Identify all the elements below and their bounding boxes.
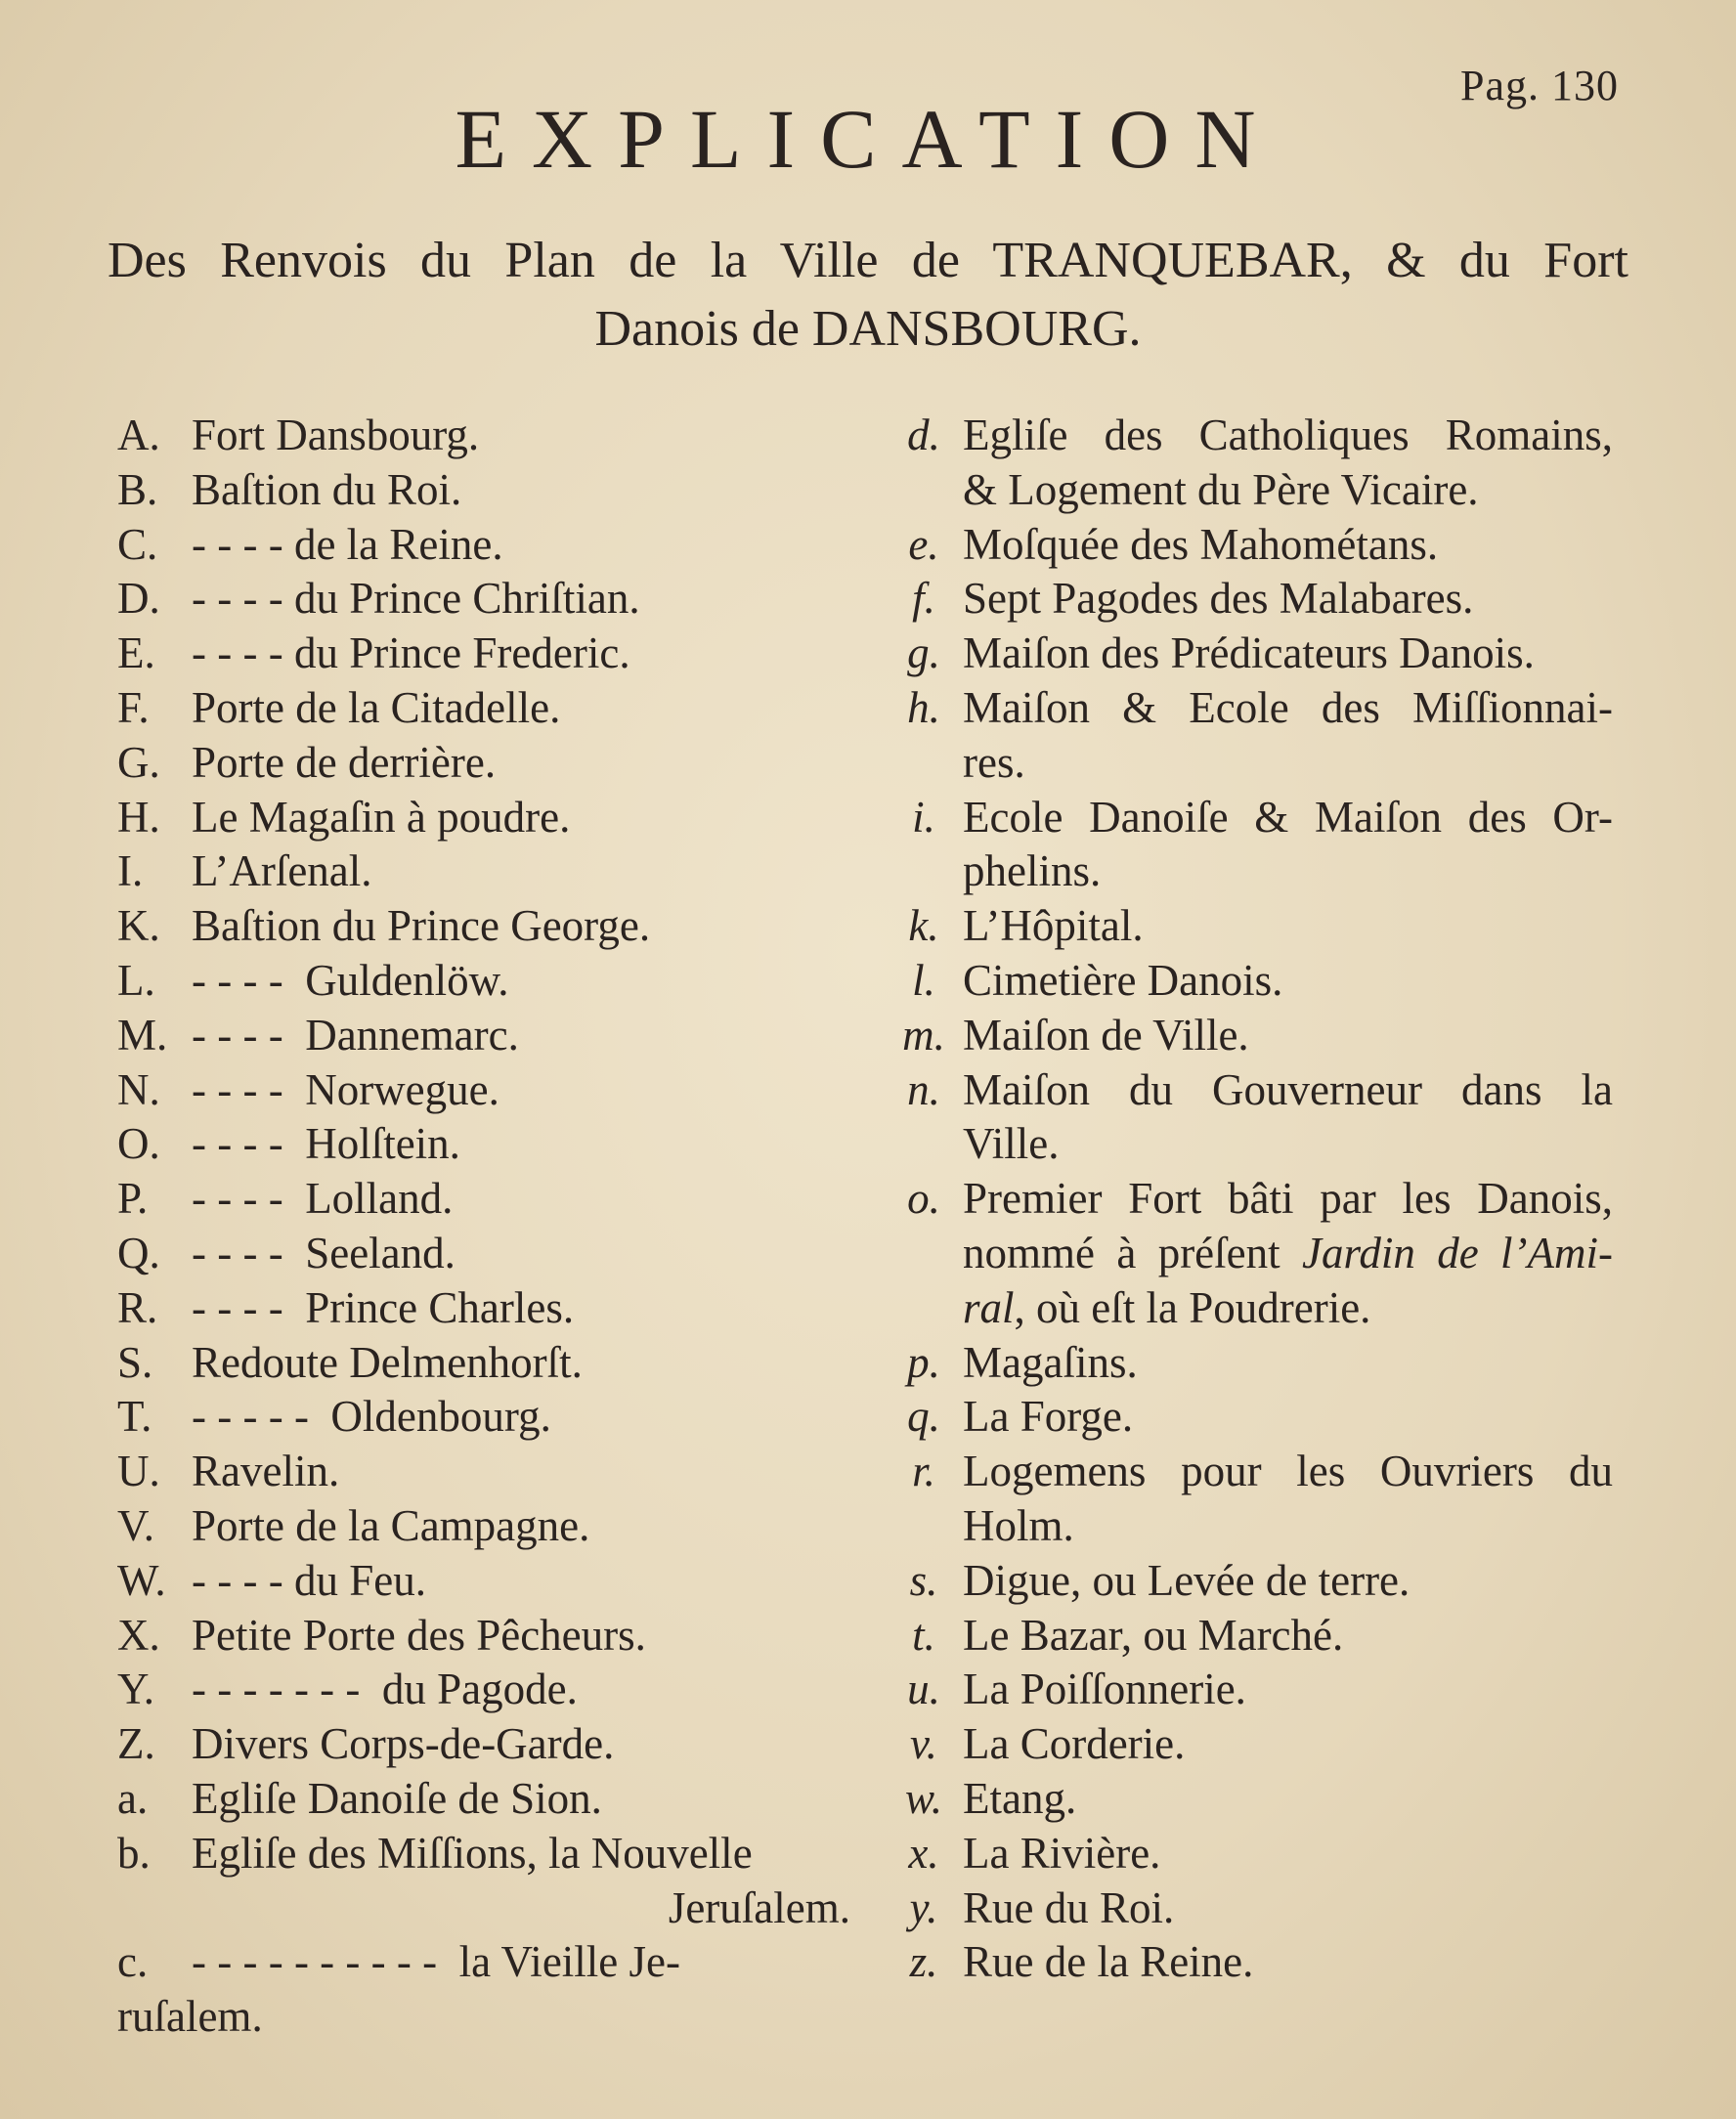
legend-text: [963, 681, 1613, 791]
legend-text-line: Rue de la Reine.: [963, 1937, 1254, 1987]
legend-text: [192, 1554, 850, 1609]
legend-text-line: Maiſon du Gouverneur dans la: [963, 1064, 1613, 1114]
legend-entry: [117, 1063, 850, 1118]
legend-text: [963, 1772, 1613, 1827]
legend-text: [192, 409, 850, 463]
legend-key: v.: [910, 1719, 937, 1769]
legend-entry: [885, 572, 1613, 627]
legend-key: k.: [908, 901, 939, 951]
legend-key: P.: [117, 1174, 149, 1224]
legend-text: [192, 518, 850, 573]
legend-entry: [117, 627, 850, 681]
legend-text-line: phelins.: [963, 846, 1102, 896]
legend-text: [963, 954, 1613, 1009]
legend-text-line: L’Hôpital.: [963, 901, 1144, 951]
legend-text: [192, 1227, 850, 1281]
legend-entry: [117, 1172, 850, 1227]
legend-entry: [117, 518, 850, 573]
legend-text-line: [963, 1227, 1613, 1281]
legend-text: [192, 681, 850, 736]
legend-entry: [885, 1063, 1613, 1173]
subtitle: [108, 227, 1628, 364]
legend-left-column: [117, 409, 850, 2045]
legend-entry: [117, 1390, 850, 1445]
legend-entry: [117, 844, 850, 899]
legend-text-line: Divers Corps-de-Garde.: [192, 1719, 615, 1769]
legend-text: [192, 1281, 850, 1336]
legend-key: l.: [912, 955, 935, 1005]
legend-text-italic: ral: [963, 1282, 1015, 1332]
legend-entry: [117, 572, 850, 627]
legend-text-line: - - - - - Oldenbourg.: [192, 1392, 551, 1442]
legend-entry: [117, 1009, 850, 1063]
legend-key: R.: [117, 1282, 158, 1332]
legend-text-line: Rue du Roi.: [963, 1882, 1175, 1932]
legend-text: [192, 1117, 850, 1172]
legend-text-continuation: ruſalem.: [117, 1992, 263, 2042]
legend-text-line: Egliſe Danoiſe de Sion.: [192, 1773, 602, 1823]
legend-text: [963, 1445, 1613, 1554]
legend-text-line: Redoute Delmenhorſt.: [192, 1337, 583, 1387]
legend-text-line: Maiſon des Prédicateurs Danois.: [963, 628, 1535, 678]
legend-entry: [885, 1717, 1613, 1772]
legend-key: D.: [117, 574, 160, 624]
legend-text-line: La Forge.: [963, 1392, 1134, 1442]
legend-key: A.: [117, 411, 160, 459]
legend-text: [963, 1063, 1613, 1173]
legend-key: c.: [117, 1937, 149, 1987]
legend-text: [963, 1336, 1613, 1391]
legend-text-line: - - - - - - - du Pagode.: [192, 1665, 578, 1714]
legend-key: X.: [117, 1610, 160, 1660]
legend-key: T.: [117, 1392, 152, 1442]
legend-text: [192, 1772, 850, 1827]
legend-text-line: - - - - Norwegue.: [192, 1064, 499, 1114]
legend-text: [192, 954, 850, 1009]
legend-entry: [885, 1445, 1613, 1554]
legend-text-line: Digue, ou Levée de terre.: [963, 1555, 1410, 1605]
legend-key: Y.: [117, 1665, 154, 1714]
legend-text-line: Baſtion du Roi.: [192, 464, 462, 514]
legend-entry: [117, 954, 850, 1009]
legend-entry: [117, 1227, 850, 1281]
legend-key: b.: [117, 1828, 151, 1878]
legend-text: [192, 791, 850, 845]
legend-entry: [885, 1336, 1613, 1391]
legend-text: [192, 627, 850, 681]
legend-text-line: Petite Porte des Pêcheurs.: [192, 1610, 646, 1660]
legend-entry: [117, 736, 850, 791]
legend-key: z.: [909, 1937, 938, 1987]
legend-entry: [885, 1772, 1613, 1827]
legend-key: y.: [909, 1882, 938, 1932]
legend-text: [963, 572, 1613, 627]
legend-entry: [117, 1609, 850, 1664]
legend-key: p.: [907, 1337, 940, 1387]
legend-entry: [117, 409, 850, 463]
legend-text-line: - - - - Seeland.: [192, 1228, 456, 1277]
legend-key: i.: [912, 792, 935, 842]
legend-entry: [885, 791, 1613, 900]
legend-text: [192, 844, 850, 899]
legend-text-line: & Logement du Père Vicaire.: [963, 464, 1479, 514]
legend-text: [192, 572, 850, 627]
legend-text-line: L’Arſenal.: [192, 846, 372, 896]
legend-text-line: [963, 1281, 1613, 1336]
legend-text: [192, 1336, 850, 1391]
legend-entry: [885, 681, 1613, 791]
legend-key: e.: [908, 519, 939, 569]
legend-key: S.: [117, 1337, 153, 1387]
legend-text-line: - - - - Dannemarc.: [192, 1010, 519, 1060]
legend-text: [963, 1663, 1613, 1717]
legend-text-line: - - - - Lolland.: [192, 1174, 454, 1224]
legend-text-line: - - - - du Prince Frederic.: [192, 628, 630, 678]
legend-text-line: Sept Pagodes des Malabares.: [963, 574, 1474, 624]
legend-text-line: Le Magaſin à poudre.: [192, 792, 571, 842]
legend-key: a.: [117, 1773, 149, 1823]
legend-text-line: La Corderie.: [963, 1719, 1186, 1769]
legend-text-line: - - - - - - - - - - la Vieille Je-: [192, 1937, 680, 1987]
legend-entry: [117, 899, 850, 954]
legend-text: [963, 409, 1613, 518]
legend-text-part: nommé à préſent: [963, 1228, 1280, 1277]
legend-text: [963, 1172, 1613, 1335]
legend-key: K.: [117, 901, 160, 951]
subtitle-line-1: Des Renvois du Plan de la Ville de TRANQUEBAR, & du Fort: [108, 233, 1628, 288]
legend-entry: [117, 681, 850, 736]
legend-text: [117, 1935, 850, 2045]
legend-text-part: , où eſt la Poudrerie.: [1014, 1282, 1371, 1332]
legend-key: q.: [907, 1392, 940, 1442]
legend-text-italic: Jardin de l’Ami-: [1302, 1228, 1614, 1277]
legend-text-line: Baſtion du Prince George.: [192, 901, 651, 951]
legend-text: [192, 1390, 850, 1445]
legend-key: G.: [117, 737, 160, 787]
legend-text-line: Logemens pour les Ouvriers du: [963, 1447, 1613, 1496]
legend-text: [963, 1390, 1613, 1445]
legend-entry: [117, 1827, 850, 1936]
legend-text-line: Cimetière Danois.: [963, 955, 1283, 1005]
legend-text-line: - - - - du Feu.: [192, 1555, 426, 1605]
legend-entry: [117, 1935, 850, 2045]
legend-text-line: Maiſon de Ville.: [963, 1010, 1249, 1060]
legend-text: [192, 1499, 850, 1554]
legend-key: C.: [117, 519, 158, 569]
legend-text-line: Egliſe des Catholiques Romains,: [963, 411, 1613, 459]
legend-entry: [885, 409, 1613, 518]
legend-entry: [117, 1117, 850, 1172]
legend-key: O.: [117, 1119, 160, 1169]
legend-entry: [117, 1499, 850, 1554]
legend-text-line: - - - - Guldenlöw.: [192, 955, 509, 1005]
legend-text: [192, 463, 850, 518]
legend-entry: [885, 1554, 1613, 1609]
legend-text-line: Etang.: [963, 1773, 1077, 1823]
legend-entry: [885, 899, 1613, 954]
legend-text: [963, 1554, 1613, 1609]
legend-text-line: res.: [963, 737, 1025, 787]
subtitle-line-2: Danois de DANSBOURG.: [594, 301, 1142, 357]
legend-text-line: Fort Dansbourg.: [192, 411, 480, 459]
legend-key: n.: [907, 1064, 940, 1114]
legend-text: [192, 1172, 850, 1227]
legend-key: f.: [912, 574, 935, 624]
legend-entry: [885, 1172, 1613, 1335]
legend-key: V.: [117, 1500, 154, 1550]
legend-entry: [885, 1390, 1613, 1445]
legend-key: o.: [907, 1174, 940, 1224]
legend-entry: [885, 1935, 1613, 1990]
legend-entry: [885, 1009, 1613, 1063]
legend-text: [192, 736, 850, 791]
legend-entry: [885, 518, 1613, 573]
legend-text-line: - - - - Prince Charles.: [192, 1282, 575, 1332]
legend-text: [963, 1935, 1613, 1990]
legend-key: h.: [907, 682, 940, 732]
legend-text: [192, 1717, 850, 1772]
legend-text: [192, 899, 850, 954]
legend-entry: [885, 1881, 1613, 1936]
legend-entry: [117, 1445, 850, 1499]
legend-text-line: Moſquée des Mahométans.: [963, 519, 1439, 569]
legend-key: t.: [912, 1610, 935, 1660]
legend-key: Q.: [117, 1228, 160, 1277]
legend-text-line: La Rivière.: [963, 1828, 1161, 1878]
legend-text: [192, 1445, 850, 1499]
legend-key: w.: [905, 1773, 942, 1823]
legend-key: I.: [117, 846, 144, 896]
legend-key: H.: [117, 792, 160, 842]
legend-text: [963, 627, 1613, 681]
legend-text: [192, 1827, 850, 1936]
legend-entry: [117, 1336, 850, 1391]
legend-text: [963, 1609, 1613, 1664]
legend-key: Z.: [117, 1719, 155, 1769]
legend-text: [963, 518, 1613, 573]
legend-entry: [885, 1663, 1613, 1717]
legend-text: [192, 1663, 850, 1717]
legend-text-line: Porte de derrière.: [192, 737, 497, 787]
legend-text: [192, 1009, 850, 1063]
legend-key: W.: [117, 1555, 166, 1605]
legend-text-line: - - - - de la Reine.: [192, 519, 503, 569]
legend-entry: [885, 1609, 1613, 1664]
legend-text-line: Porte de la Citadelle.: [192, 682, 561, 732]
legend-entry: [885, 1827, 1613, 1881]
legend-text: [963, 899, 1613, 954]
legend-text-line: - - - - du Prince Chriſtian.: [192, 574, 640, 624]
legend-entry: [885, 627, 1613, 681]
legend-key: u.: [907, 1665, 940, 1714]
legend-entry: [117, 1281, 850, 1336]
legend-entry: [117, 1772, 850, 1827]
legend-entry: [117, 1663, 850, 1717]
legend-text-line: Ecole Danoiſe & Maiſon des Or-: [963, 792, 1613, 842]
legend-text-line: Egliſe des Miſſions, la Nouvelle: [192, 1828, 753, 1878]
legend-text-line: - - - - Holſtein.: [192, 1119, 460, 1169]
legend-text-line: La Poiſſonnerie.: [963, 1665, 1246, 1714]
legend-text-continuation: Jeruſalem.: [668, 1882, 850, 1932]
legend-text: [192, 1063, 850, 1118]
legend-text-line: Magaſins.: [963, 1337, 1138, 1387]
legend-key: m.: [902, 1010, 945, 1060]
legend-key: g.: [907, 628, 940, 678]
legend-key: E.: [117, 628, 155, 678]
legend-text: [963, 1827, 1613, 1881]
legend-entry: [885, 954, 1613, 1009]
legend-right-column: [885, 409, 1613, 1990]
legend-text-line: Ravelin.: [192, 1447, 340, 1496]
legend-text: [192, 1609, 850, 1664]
legend-text-line: Le Bazar, ou Marché.: [963, 1610, 1344, 1660]
legend-key: N.: [117, 1064, 160, 1114]
legend-text-line: Holm.: [963, 1500, 1074, 1550]
legend-key: s.: [909, 1555, 938, 1605]
page-number: Pag. 130: [1460, 62, 1619, 109]
legend-text-line: Porte de la Campagne.: [192, 1500, 590, 1550]
legend-key: F.: [117, 682, 150, 732]
legend-key: d.: [907, 411, 940, 459]
legend-entry: [117, 1717, 850, 1772]
legend-text: [963, 1009, 1613, 1063]
legend-text: [963, 1881, 1613, 1936]
legend-entry: [117, 463, 850, 518]
page-title: EXPLICATION: [455, 92, 1281, 186]
legend-entry: [117, 791, 850, 845]
legend-entry: [117, 1554, 850, 1609]
legend-key: x.: [908, 1828, 939, 1878]
legend-key: U.: [117, 1447, 160, 1496]
legend-text: [963, 791, 1613, 900]
legend-text: [963, 1717, 1613, 1772]
legend-key: M.: [117, 1010, 168, 1060]
legend-key: L.: [117, 955, 155, 1005]
legend-text-line: Maiſon & Ecole des Miſſionnai-: [963, 682, 1613, 732]
legend-text-line: Ville.: [963, 1119, 1060, 1169]
legend-text-line: Premier Fort bâti par les Danois,: [963, 1174, 1613, 1224]
legend-key: B.: [117, 464, 158, 514]
legend-key: r.: [912, 1447, 935, 1496]
